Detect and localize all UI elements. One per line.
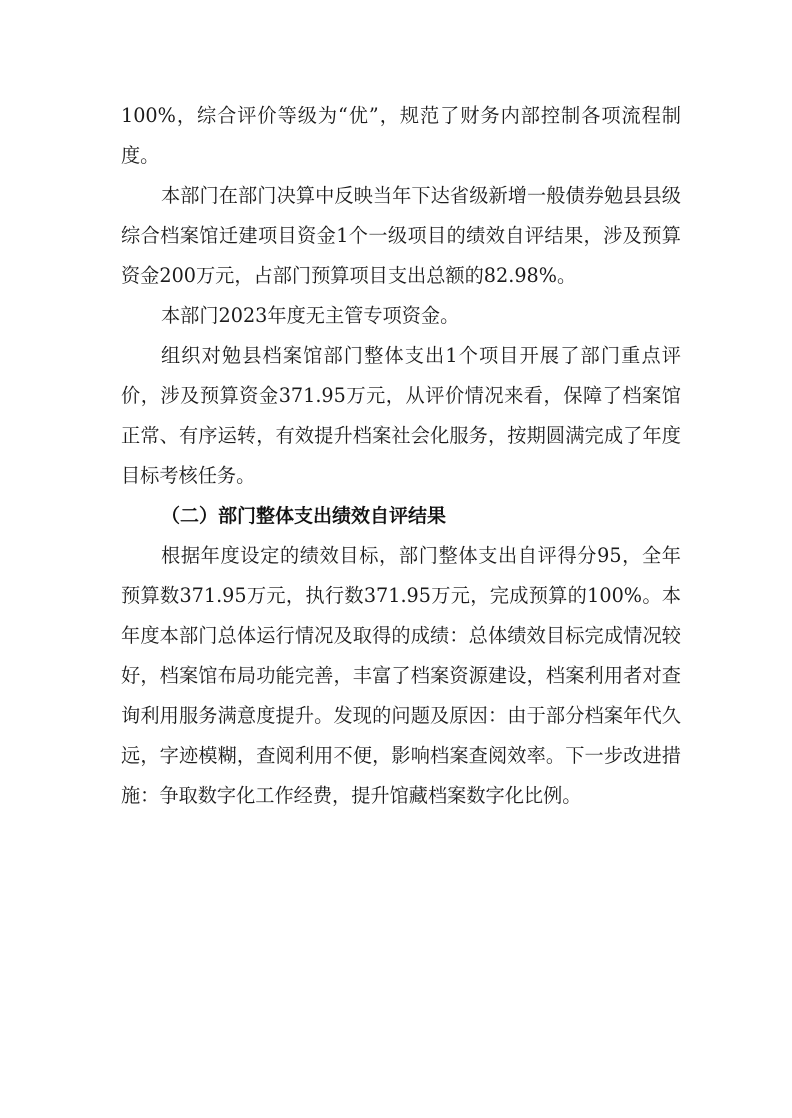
document-body [121,96,681,816]
paragraph-continuation: 100%，综合评价等级为“优”，规范了财务内部控制各项流程制度。 [121,104,681,167]
paragraph-key-evaluation: 组织对勉县档案馆部门整体支出1个项目开展了部门重点评价，涉及预算资金371.95万元，从评价情况来看，保障了档案馆正常、有序运转，有效提升档案社会化服务，按期圆满完成了年度目标考核任务。 [121,344,681,487]
paragraph-self-evaluation-result: 根据年度设定的绩效目标，部门整体支出自评得分95，全年预算数371.95万元，执行数371.95万元，完成预算的100%。本年度本部门总体运行情况及取得的成绩：总体绩效目标完成情况较好，档案馆布局功能完善，丰富了档案资源建设，档案利用者对查询利用服务满意度提升。发现的问题及原因：由于部分档案年代久远，字迹模糊，查阅利用不便，影响档案查阅效率。下一步改进措施：争取数字化工作经费，提升馆藏档案数字化比例。 [121,544,681,807]
paragraph-special-funds: 本部门2023年度无主管专项资金。 [161,304,460,327]
section-heading: （二）部门整体支出绩效自评结果 [161,505,447,527]
paragraph-provincial-bond-project: 本部门在部门决算中反映当年下达省级新增一般债券勉县县级综合档案馆迁建项目资金1个一级项目的绩效自评结果，涉及预算资金200万元，占部门预算项目支出总额的82.98%。 [121,184,681,287]
